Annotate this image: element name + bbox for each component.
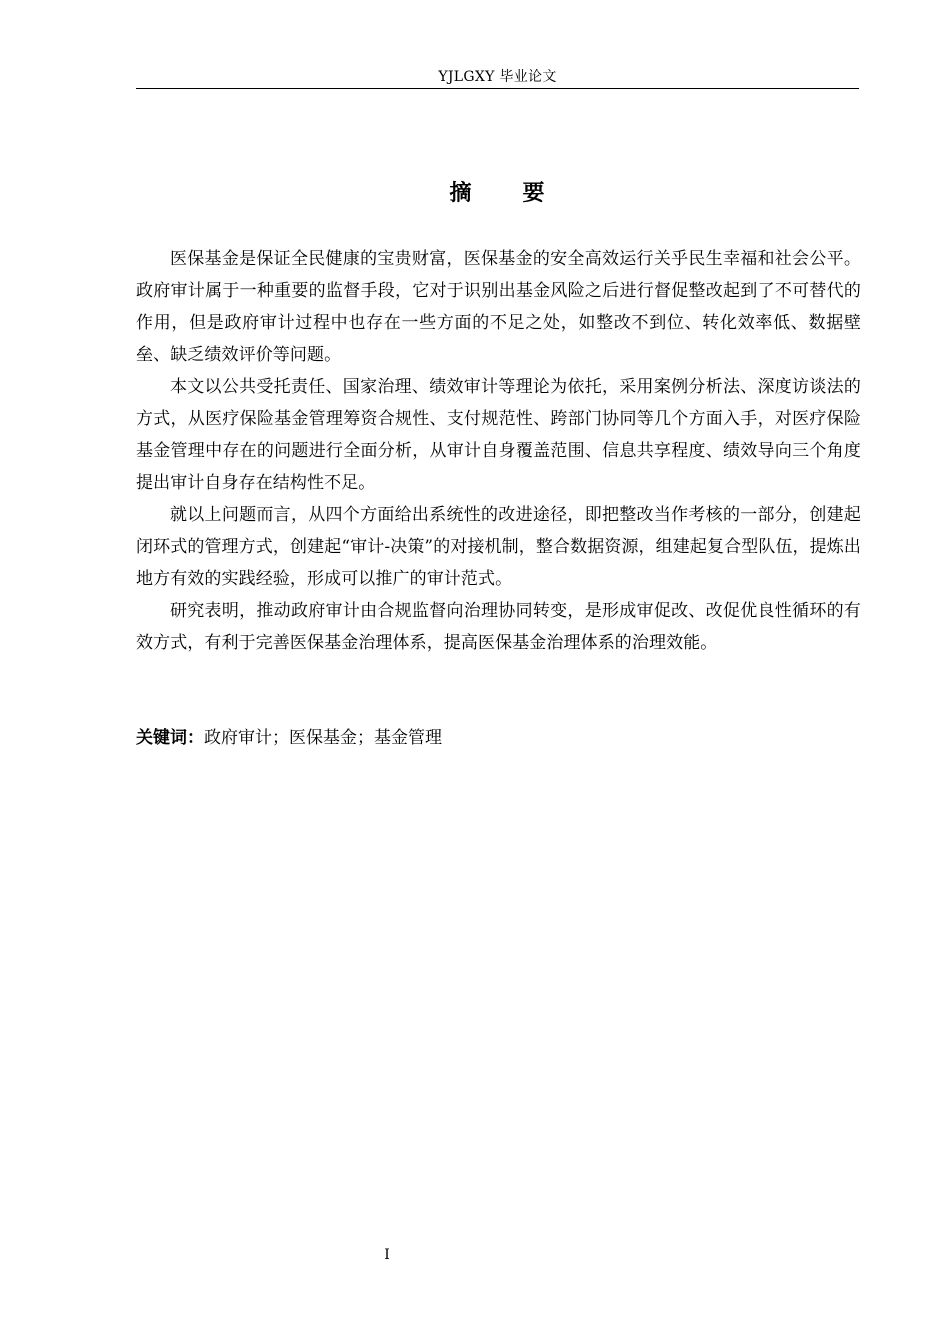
abstract-paragraph-4: 研究表明，推动政府审计由合规监督向治理协同转变，是形成审促改、改促优良性循环的有效方式，有利于完善医保基金治理体系，提高医保基金治理体系的治理效能。 [136, 601, 861, 653]
keywords-label: 关键词： [136, 728, 204, 748]
abstract-paragraph-3: 就以上问题而言，从四个方面给出系统性的改进途径，即把整改当作考核的一部分，创建起闭环式的管理方式，创建起“审计-决策”的对接机制，整合数据资源，组建起复合型队伍，提炼出地方有效的实践经验，形成可以推广的审计范式。 [136, 505, 861, 589]
keywords-line [136, 722, 859, 754]
page-header [136, 68, 859, 89]
abstract-title-part1: 摘 [449, 181, 473, 206]
abstract-body [136, 243, 861, 659]
abstract-paragraph-1: 医保基金是保证全民健康的宝贵财富，医保基金的安全高效运行关乎民生幸福和社会公平。政府审计属于一种重要的监督手段，它对于识别出基金风险之后进行督促整改起到了不可替代的作用，但是政府审计过程中也存在一些方面的不足之处，如整改不到位、转化效率低、数据壁垒、缺乏绩效评价等问题。 [136, 249, 861, 365]
abstract-title [136, 180, 859, 208]
page-number: I [384, 1247, 390, 1263]
header-text: YJLGXY 毕业论文 [438, 69, 557, 85]
abstract-paragraph-2: 本文以公共受托责任、国家治理、绩效审计等理论为依托，采用案例分析法、深度访谈法的方式，从医疗保险基金管理筹资合规性、支付规范性、跨部门协同等几个方面入手，对医疗保险基金管理中存在的问题进行全面分析，从审计自身覆盖范围、信息共享程度、绩效导向三个角度提出审计自身存在结构性不足。 [136, 377, 861, 493]
keywords-value: 政府审计；医保基金；基金管理 [204, 728, 442, 748]
abstract-title-part2: 要 [522, 181, 546, 206]
